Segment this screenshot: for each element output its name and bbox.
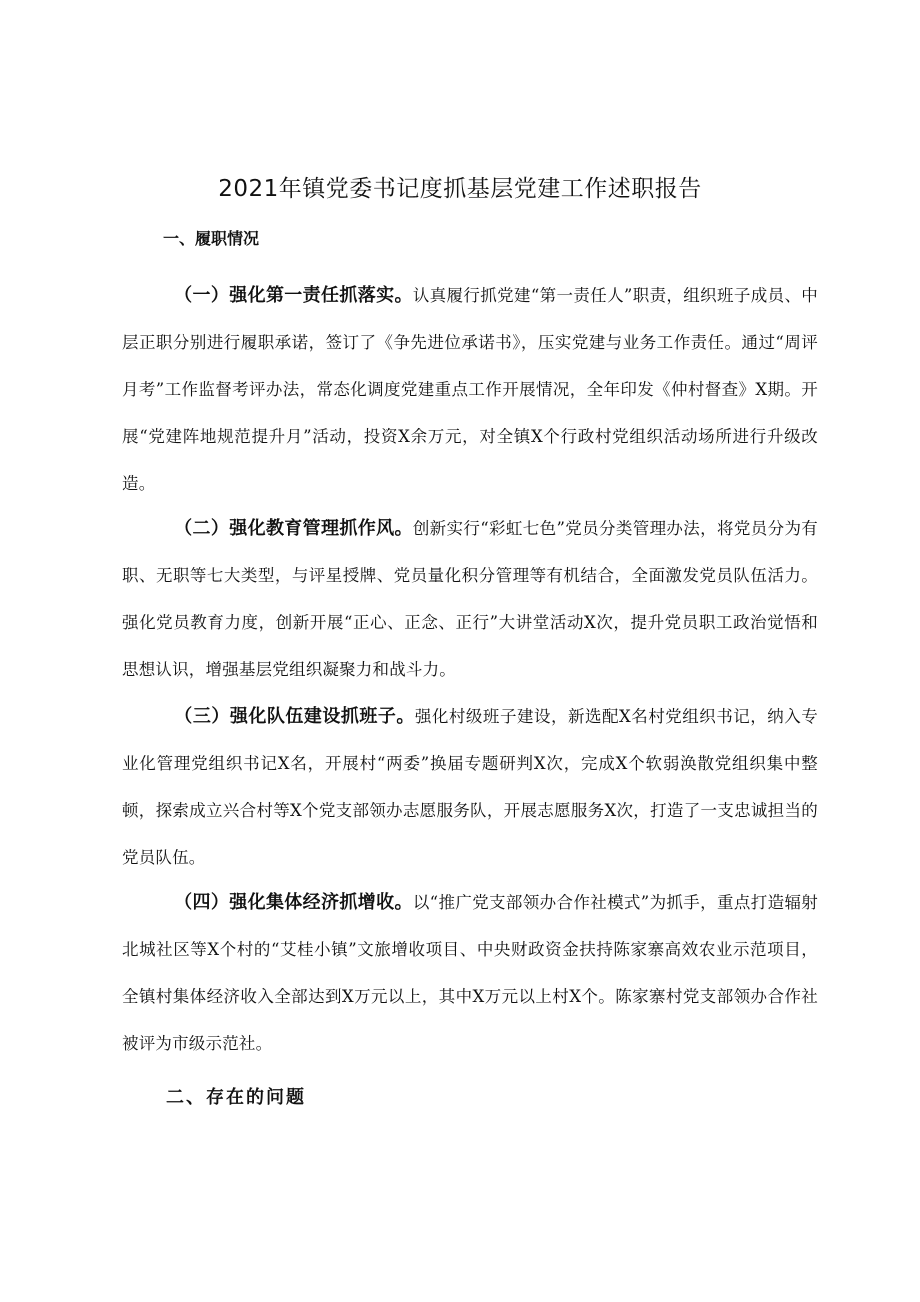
paragraph-body: 认真履行抓党建“第一责任人”职责，组织班子成员、中层正职分别进行履职承诺，签订了《争先进位承诺书》，压实党建与业务工作责任。通过“周评月考”工作监督考评办法，常态化调度党建重点工作开展情况，全年印发《仲村督查》X期。开展“党建阵地规范提升月”活动，投资X余万元，对全镇X个行政村党组织活动场所进行升级改造。	[122, 286, 818, 493]
paragraph-heading: （二）强化教育管理抓作风。	[174, 518, 413, 539]
section-heading-performance: 一、履职情况	[163, 229, 260, 248]
paragraph-first-responsibility	[122, 272, 818, 507]
document-title: 2021年镇党委书记度抓基层党建工作述职报告	[218, 176, 702, 202]
paragraph-body: 强化村级班子建设，新选配X名村党组织书记，纳入专业化管理党组织书记X名，开展村“两委”换届专题研判X次，完成X个软弱涣散党组织集中整顿，探索成立兴合村等X个党支部领办志愿服务队，开展志愿服务X次，打造了一支忠诚担当的党员队伍。	[122, 707, 819, 867]
paragraph-body: 创新实行“彩虹七色”党员分类管理办法，将党员分为有职、无职等七大类型，与评星授牌、党员量化积分管理等有机结合，全面激发党员队伍活力。强化党员教育力度，创新开展“正心、正念、正行”大讲堂活动X次，提升党员职工政治觉悟和思想认识，增强基层党组织凝聚力和战斗力。	[122, 519, 818, 679]
paragraph-team-building	[122, 693, 818, 881]
section-heading-problems: 二、存在的问题	[166, 1087, 306, 1108]
paragraph-education-management	[122, 505, 818, 693]
paragraph-heading: （四）强化集体经济抓增收。	[174, 892, 413, 913]
paragraph-body: 以“推广党支部领办合作社模式”为抓手，重点打造辐射北城社区等X个村的“艾桂小镇”文旅增收项目、中央财政资金扶持陈家寨高效农业示范项目，全镇村集体经济收入全部达到X万元以上，其中X万元以上村X个。陈家寨村党支部领办合作社被评为市级示范社。	[122, 893, 818, 1053]
paragraph-heading: （一）强化第一责任抓落实。	[174, 285, 413, 306]
paragraph-collective-economy	[122, 879, 818, 1067]
paragraph-heading: （三）强化队伍建设抓班子。	[174, 706, 415, 727]
